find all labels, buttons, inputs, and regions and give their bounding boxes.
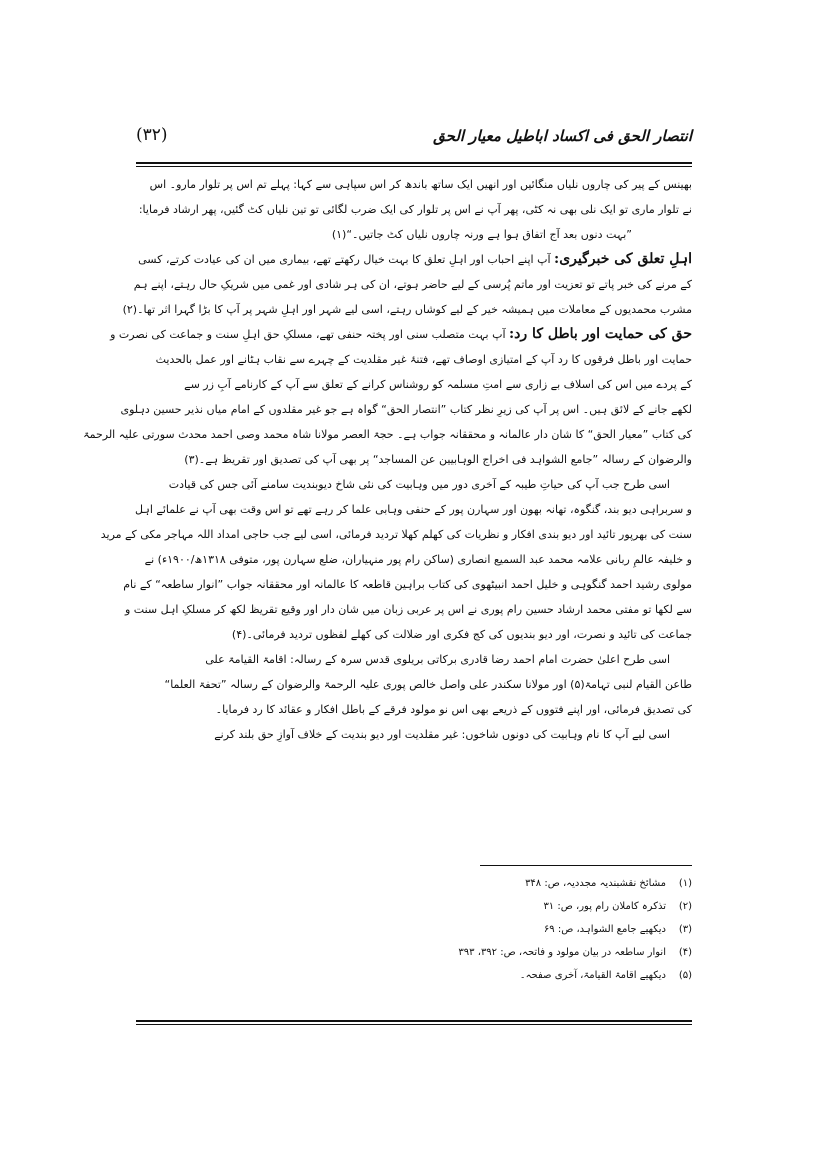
footnote-text: تذکرہ کاملان رام پور، ص: ۳۱ <box>543 901 666 912</box>
text-line: و سربراہی دیو بند، گنگوہ، تھانہ بھون اور سہارن پور کے حنفی وہابی علما کر رہے تھے تو اس وقت بھی آپ نے علمائے اہل <box>135 503 692 516</box>
footnote-number: (۲) <box>678 901 692 912</box>
text-line: مشرب محمدیوں کے معاملات میں ہمیشہ خیر کے لیے کوشاں رہتے، اسی لیے شہر اور اہلِ شہر پر آپ کا بڑا گہرا اثر تھا۔(۲) <box>122 303 692 316</box>
page-number: (۳۲) <box>136 125 168 145</box>
text-fragment: آپ بہت متصلب سنی اور پختہ حنفی تھے، مسلکِ حق اہلِ سنت و جماعت کی نصرت و <box>110 328 506 341</box>
footnote <box>136 918 692 941</box>
running-header <box>136 125 692 165</box>
footnote-number: (۳) <box>678 924 692 935</box>
footnotes <box>136 872 692 987</box>
footnote <box>136 941 692 964</box>
footnote-text: دیکھیے جامع الشواہد، ص: ۶۹ <box>543 924 666 935</box>
text-line: نے تلوار ماری تو ایک نلی بھی نہ کٹی، پھر آپ نے اس پر تلوار کی ایک ضرب لگائی تو تین نلیاں کٹ گئیں، پھر ارشاد فرمایا: <box>138 203 692 216</box>
text-line: لکھے جانے کے لائق ہیں۔ اس پر آپ کی زیرِ نظر کتاب ”انتصار الحق“ گواہ ہے جو غیر مقلدوں کے امام میاں نذیر حسین دہلوی <box>120 403 692 416</box>
header-rule-thick <box>136 162 692 164</box>
text-line: اسی لیے آپ کا نام وہابیت کی دونوں شاخوں: غیر مقلدیت اور دیو بندیت کے خلاف آوازِ حق بلند کرنے <box>214 728 670 741</box>
text-line: کے پردے میں اس کی اسلاف بے زاری سے امتِ مسلمہ کو روشناس کرانے کے تعلق سے آپ کے کارنامے آبِ زر سے <box>184 378 692 391</box>
footer-rule-thick <box>136 1020 692 1022</box>
footnote <box>136 964 692 987</box>
text-line: اسی طرح اعلیٰ حضرت امام احمد رضا قادری برکاتی بریلوی قدس سرہ کے رسالہ: اقامۃ القیامۃ علی <box>205 653 670 666</box>
footnote-text: دیکھیے اقامۃ القیامۃ، آخری صفحہ۔ <box>519 970 666 981</box>
quotation: ”بہت دنوں بعد آج اتفاق ہوا ہے ورنہ چاروں نلیاں کٹ جاتیں۔“(۱) <box>331 228 632 241</box>
text-line: جماعت کی تائید و نصرت، اور دیو بندیوں کی کج فکری اور ضلالت کی کھلے لفظوں تردید فرمائی۔(۴) <box>231 628 692 641</box>
text-line: حمایت اور باطل فرقوں کا رد آپ کے امتیازی اوصاف تھے، فتنۂ غیر مقلدیت کے چہرے سے نقاب ہٹانے اور عمل بالحدیث <box>155 353 692 366</box>
header-rule-thin <box>136 166 692 167</box>
section-heading: حق کی حمایت اور باطل کا رد: <box>509 326 692 342</box>
text-line: و خلیفہ عالمِ ربانی علامہ محمد عبد السمیع انصاری (ساکن رام پور منہیاران، ضلع سہارن پور، متوفی ۱۳۱۸ھ/۱۹۰۰ء) نے <box>144 553 692 566</box>
footnote <box>136 872 692 895</box>
footnote-text: مشائخ نقشبندیہ مجددیہ، ص: ۳۴۸ <box>525 878 666 889</box>
text-line: کے مرنے کی خبر پاتے تو تعزیت اور ماتم پُرسی کے لیے حاضر ہوتے، ان کی ہر شادی اور غمی میں شریکِ حال رہتے، اپنے ہم <box>133 278 692 291</box>
text-line: کی کتاب ”معیار الحق“ کا شان دار عالمانہ و محققانہ جواب ہے۔ حجۃ العصر مولانا شاہ محمد وصی احمد محدث سورتی علیہ الرحمۃ <box>83 428 692 441</box>
text-line: طاعن القیام لنبی تہامۃ(۵) اور مولانا سکندر علی واصل خالص پوری علیہ الرحمۃ والرضوان کے رسالہ ”تحفۃ العلما“ <box>164 678 692 691</box>
text-line: والرضوان کے رسالہ ”جامع الشواہد فی اخراج الوہابیین عن المساجد“ پر بھی آپ کی تصدیق اور تقریظ ہے۔(۳) <box>184 453 692 466</box>
footnote-separator <box>480 865 692 866</box>
footnote-text: انوار ساطعہ در بیان مولود و فاتحہ، ص: ۳۹۲، ۳۹۳ <box>458 947 666 958</box>
footnote-number: (۴) <box>678 947 692 958</box>
section-first-line <box>110 322 692 347</box>
text-fragment: آپ اپنے احباب اور اہلِ تعلق کا بہت خیال رکھتے تھے، بیماری میں ان کی عیادت کرتے، کسی <box>138 253 551 266</box>
text-line: کی تصدیق فرمائی، اور اپنے فتووں کے ذریعے بھی اس نو مولود فرقے کے باطل افکار و عقائد کا رد فرمایا۔ <box>215 703 692 716</box>
text-line: بھینس کے پیر کی چاروں نلیاں منگائیں اور انھیں ایک ساتھ باندھ کر اس سپاہی سے کہا: پہلے تم اس پر تلوار مارو۔ اس <box>149 178 692 191</box>
text-line: سنت کی بھرپور تائید اور دیو بندی افکار و نظریات کی کھلم کھلا تردید فرمائی، اسی لیے جب حاجی امداد اللہ مہاجر مکی کے مرید <box>100 528 692 541</box>
text-line: سے لکھا تو مفتی محمد ارشاد حسین رام پوری نے اس پر عربی زبان میں شان دار اور وقیع تقریظ لکھ کر مسلکِ اہل سنت و <box>125 603 692 616</box>
footnote-number: (۵) <box>678 970 692 981</box>
footnote <box>136 895 692 918</box>
text-line: مولوی رشید احمد گنگوہی و خلیل احمد انبیٹھوی کی کتاب براہین قاطعہ کا عالمانہ اور محققانہ جواب ”انوار ساطعہ“ کے نام <box>123 578 692 591</box>
footnote-number: (۱) <box>678 878 692 889</box>
main-text <box>83 172 692 747</box>
section-first-line <box>136 247 692 272</box>
footer-rule-thin <box>136 1024 692 1025</box>
text-line: اسی طرح جب آپ کی حیاتِ طیبہ کے آخری دور میں وہابیت کی نئی شاخ دیوبندیت سامنے آئی جس کی قیادت <box>168 478 670 491</box>
book-title: انتصار الحق فی اکساد اباطیل معیار الحق <box>433 127 692 145</box>
section-heading: اہلِ تعلق کی خبرگیری: <box>554 251 692 267</box>
